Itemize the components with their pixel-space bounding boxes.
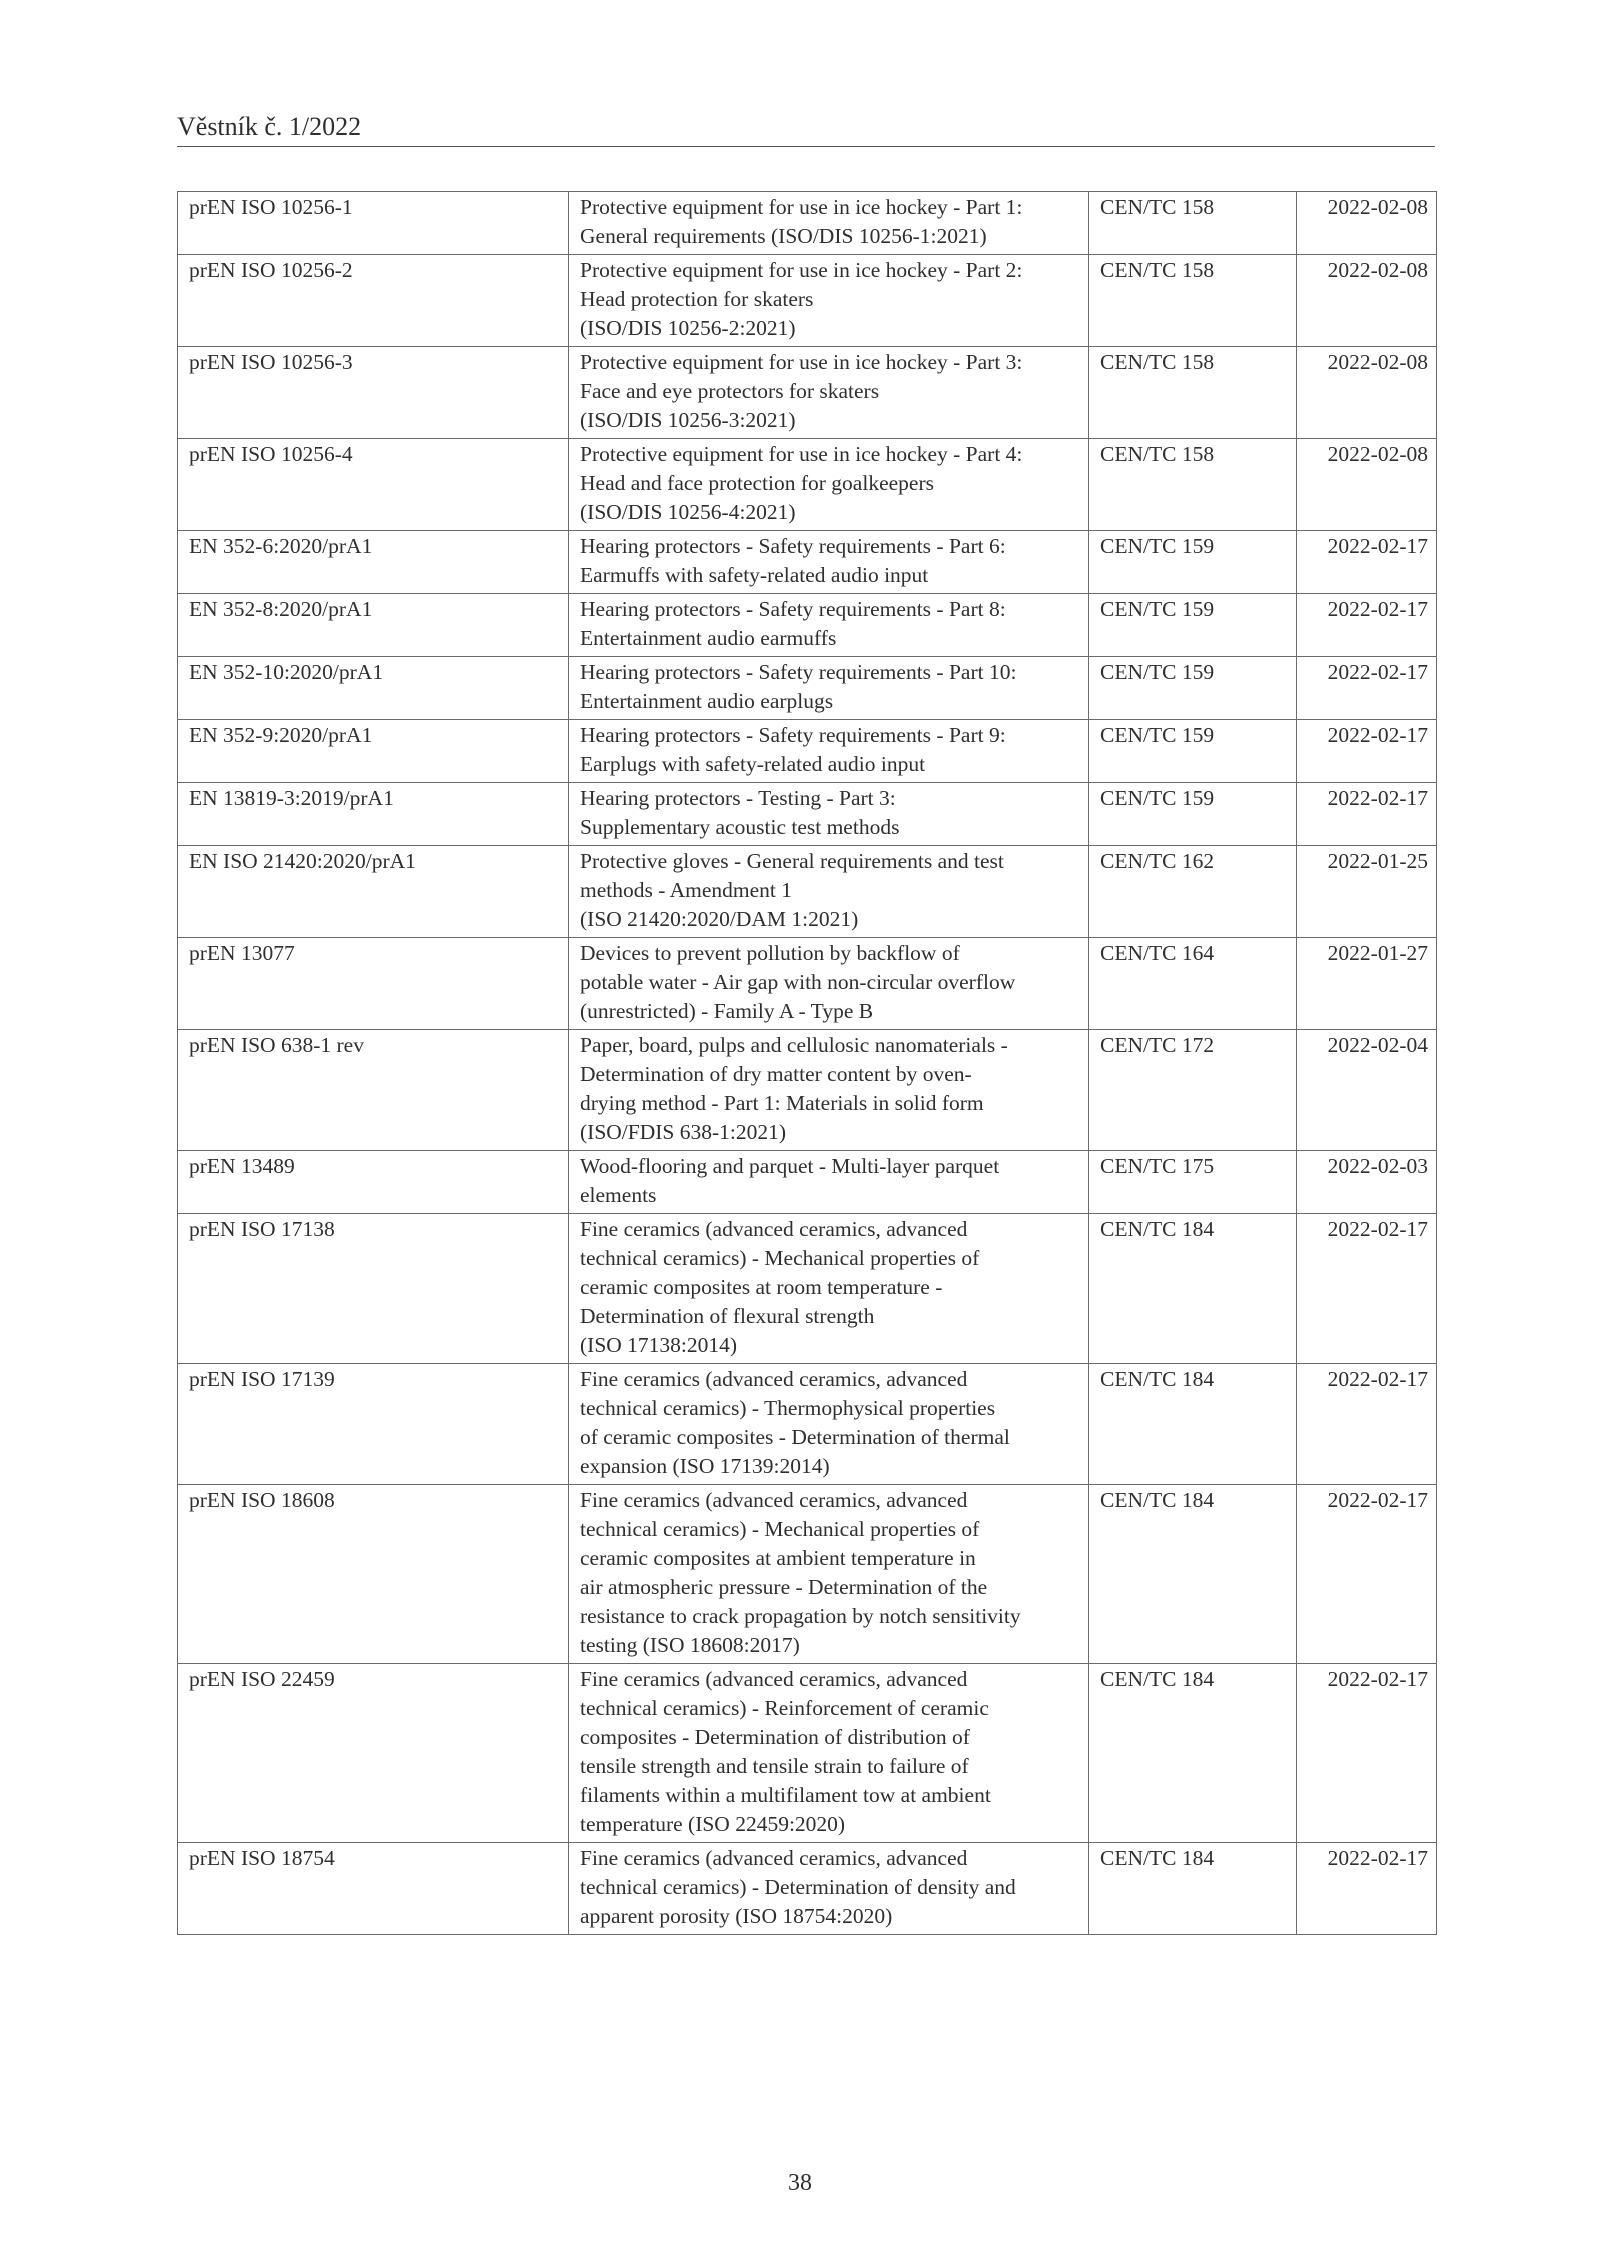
deadline-date-cell: 2022-02-08 — [1297, 192, 1437, 255]
page-header — [177, 112, 1435, 147]
table-row — [178, 255, 1437, 347]
deadline-date-cell: 2022-02-17 — [1297, 720, 1437, 783]
table-row — [178, 1664, 1437, 1843]
standard-code-cell: EN 13819-3:2019/prA1 — [178, 783, 569, 846]
standard-title-cell: Fine ceramics (advanced ceramics, advanced technical ceramics) - Mechanical properties of ceramic composites at room temperature - Determination of flexural strength (ISO 17138:2014) — [569, 1214, 1089, 1364]
technical-committee-cell: CEN/TC 172 — [1089, 1030, 1297, 1151]
table-row — [178, 347, 1437, 439]
standard-title-cell: Paper, board, pulps and cellulosic nanomaterials - Determination of dry matter content by oven- drying method - Part 1: Materials in solid form (ISO/FDIS 638-1:2021) — [569, 1030, 1089, 1151]
deadline-date-cell: 2022-02-17 — [1297, 1664, 1437, 1843]
table-row — [178, 1030, 1437, 1151]
technical-committee-cell: CEN/TC 158 — [1089, 255, 1297, 347]
standard-code-cell: EN ISO 21420:2020/prA1 — [178, 846, 569, 938]
standard-title-cell: Hearing protectors - Testing - Part 3: Supplementary acoustic test methods — [569, 783, 1089, 846]
standard-title-cell: Fine ceramics (advanced ceramics, advanced technical ceramics) - Determination of density and apparent porosity (ISO 18754:2020) — [569, 1843, 1089, 1935]
technical-committee-cell: CEN/TC 184 — [1089, 1364, 1297, 1485]
standard-code-cell: prEN 13077 — [178, 938, 569, 1030]
standard-title-cell: Fine ceramics (advanced ceramics, advanced technical ceramics) - Thermophysical properties of ceramic composites - Determination of thermal expansion (ISO 17139:2014) — [569, 1364, 1089, 1485]
standard-code-cell: prEN ISO 10256-2 — [178, 255, 569, 347]
table-row — [178, 1151, 1437, 1214]
technical-committee-cell: CEN/TC 158 — [1089, 192, 1297, 255]
deadline-date-cell: 2022-02-17 — [1297, 594, 1437, 657]
deadline-date-cell: 2022-02-17 — [1297, 783, 1437, 846]
standard-code-cell: prEN ISO 18754 — [178, 1843, 569, 1935]
table-row — [178, 192, 1437, 255]
technical-committee-cell: CEN/TC 158 — [1089, 439, 1297, 531]
table-row — [178, 531, 1437, 594]
standard-code-cell: prEN ISO 638-1 rev — [178, 1030, 569, 1151]
standards-table-body — [178, 192, 1437, 1935]
technical-committee-cell: CEN/TC 164 — [1089, 938, 1297, 1030]
deadline-date-cell: 2022-02-17 — [1297, 657, 1437, 720]
deadline-date-cell: 2022-02-17 — [1297, 1214, 1437, 1364]
deadline-date-cell: 2022-02-04 — [1297, 1030, 1437, 1151]
table-row — [178, 938, 1437, 1030]
technical-committee-cell: CEN/TC 159 — [1089, 720, 1297, 783]
standard-code-cell: prEN ISO 18608 — [178, 1485, 569, 1664]
standard-code-cell: EN 352-8:2020/prA1 — [178, 594, 569, 657]
standard-code-cell: prEN ISO 10256-1 — [178, 192, 569, 255]
table-row — [178, 846, 1437, 938]
deadline-date-cell: 2022-01-27 — [1297, 938, 1437, 1030]
technical-committee-cell: CEN/TC 184 — [1089, 1664, 1297, 1843]
standard-title-cell: Protective equipment for use in ice hockey - Part 2: Head protection for skaters (ISO/DIS 10256-2:2021) — [569, 255, 1089, 347]
standard-code-cell: prEN 13489 — [178, 1151, 569, 1214]
standard-title-cell: Fine ceramics (advanced ceramics, advanced technical ceramics) - Mechanical properties of ceramic composites at ambient temperature in air atmospheric pressure - Determination of the resistance to crack propagation by notch sensitivity testing (ISO 18608:2017) — [569, 1485, 1089, 1664]
standard-title-cell: Protective equipment for use in ice hockey - Part 4: Head and face protection for goalkeepers (ISO/DIS 10256-4:2021) — [569, 439, 1089, 531]
table-row — [178, 1214, 1437, 1364]
technical-committee-cell: CEN/TC 158 — [1089, 347, 1297, 439]
deadline-date-cell: 2022-02-17 — [1297, 1485, 1437, 1664]
standard-code-cell: prEN ISO 22459 — [178, 1664, 569, 1843]
standard-code-cell: prEN ISO 17139 — [178, 1364, 569, 1485]
deadline-date-cell: 2022-02-08 — [1297, 347, 1437, 439]
deadline-date-cell: 2022-02-17 — [1297, 531, 1437, 594]
technical-committee-cell: CEN/TC 184 — [1089, 1214, 1297, 1364]
technical-committee-cell: CEN/TC 184 — [1089, 1843, 1297, 1935]
standard-code-cell: EN 352-6:2020/prA1 — [178, 531, 569, 594]
standard-title-cell: Hearing protectors - Safety requirements - Part 8: Entertainment audio earmuffs — [569, 594, 1089, 657]
standard-code-cell: EN 352-9:2020/prA1 — [178, 720, 569, 783]
standard-code-cell: prEN ISO 10256-4 — [178, 439, 569, 531]
standard-title-cell: Wood-flooring and parquet - Multi-layer parquet elements — [569, 1151, 1089, 1214]
standard-code-cell: prEN ISO 10256-3 — [178, 347, 569, 439]
table-row — [178, 720, 1437, 783]
table-row — [178, 1485, 1437, 1664]
deadline-date-cell: 2022-02-03 — [1297, 1151, 1437, 1214]
standard-title-cell: Protective gloves - General requirements and test methods - Amendment 1 (ISO 21420:2020/DAM 1:2021) — [569, 846, 1089, 938]
table-row — [178, 783, 1437, 846]
technical-committee-cell: CEN/TC 162 — [1089, 846, 1297, 938]
deadline-date-cell: 2022-02-08 — [1297, 439, 1437, 531]
technical-committee-cell: CEN/TC 159 — [1089, 783, 1297, 846]
technical-committee-cell: CEN/TC 159 — [1089, 657, 1297, 720]
technical-committee-cell: CEN/TC 184 — [1089, 1485, 1297, 1664]
standard-title-cell: Fine ceramics (advanced ceramics, advanced technical ceramics) - Reinforcement of ceramic composites - Determination of distribution of tensile strength and tensile strain to failure of filaments within a multifilament tow at ambient temperature (ISO 22459:2020) — [569, 1664, 1089, 1843]
technical-committee-cell: CEN/TC 159 — [1089, 531, 1297, 594]
standard-title-cell: Devices to prevent pollution by backflow of potable water - Air gap with non-circular overflow (unrestricted) - Family A - Type B — [569, 938, 1089, 1030]
standard-title-cell: Protective equipment for use in ice hockey - Part 3: Face and eye protectors for skaters (ISO/DIS 10256-3:2021) — [569, 347, 1089, 439]
standard-title-cell: Protective equipment for use in ice hockey - Part 1: General requirements (ISO/DIS 10256-1:2021) — [569, 192, 1089, 255]
deadline-date-cell: 2022-02-17 — [1297, 1364, 1437, 1485]
standard-code-cell: prEN ISO 17138 — [178, 1214, 569, 1364]
technical-committee-cell: CEN/TC 175 — [1089, 1151, 1297, 1214]
standards-table — [177, 191, 1437, 1935]
deadline-date-cell: 2022-02-08 — [1297, 255, 1437, 347]
page-number: 38 — [788, 2170, 812, 2196]
table-row — [178, 439, 1437, 531]
technical-committee-cell: CEN/TC 159 — [1089, 594, 1297, 657]
journal-title: Věstník č. 1/2022 — [177, 112, 362, 141]
deadline-date-cell: 2022-01-25 — [1297, 846, 1437, 938]
deadline-date-cell: 2022-02-17 — [1297, 1843, 1437, 1935]
standard-title-cell: Hearing protectors - Safety requirements - Part 10: Entertainment audio earplugs — [569, 657, 1089, 720]
standard-title-cell: Hearing protectors - Safety requirements - Part 6: Earmuffs with safety-related audio input — [569, 531, 1089, 594]
table-row — [178, 1843, 1437, 1935]
table-row — [178, 657, 1437, 720]
standard-code-cell: EN 352-10:2020/prA1 — [178, 657, 569, 720]
standard-title-cell: Hearing protectors - Safety requirements - Part 9: Earplugs with safety-related audio input — [569, 720, 1089, 783]
table-row — [178, 594, 1437, 657]
table-row — [178, 1364, 1437, 1485]
